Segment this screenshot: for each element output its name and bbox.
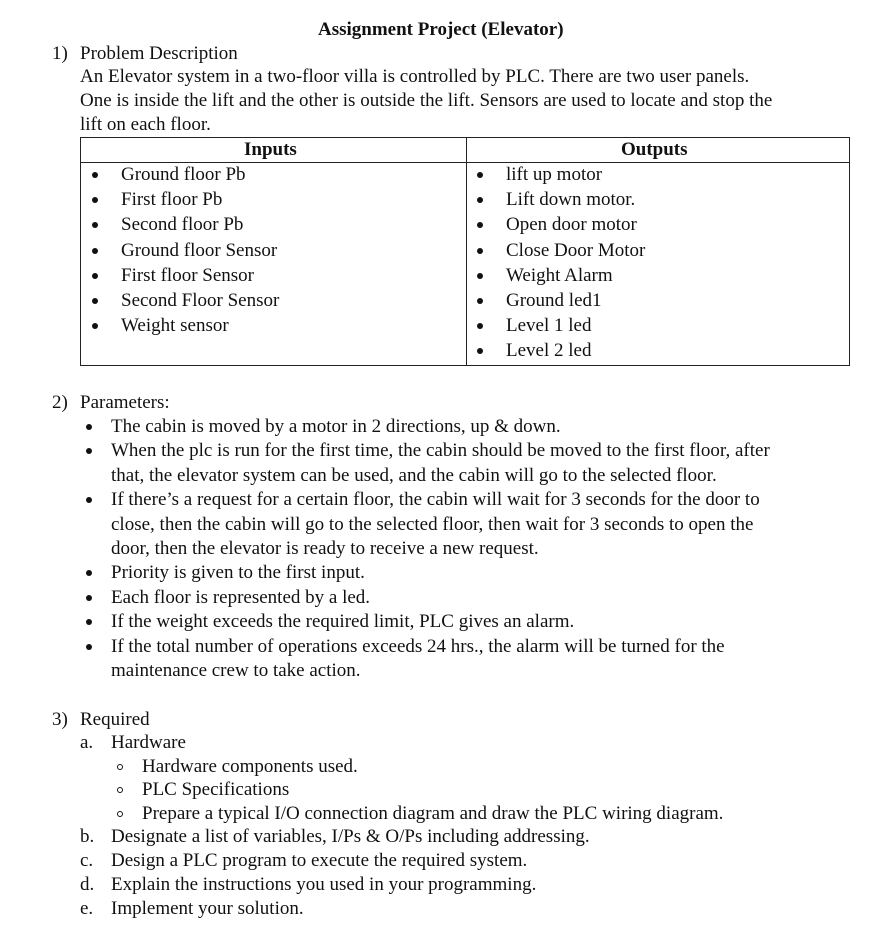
required-letter: e. [80, 898, 94, 920]
section-3-heading: Required [80, 709, 150, 730]
bullet-icon [86, 595, 92, 601]
section-3-number: 3) [52, 709, 68, 730]
problem-line-3: lift on each floor. [80, 114, 211, 135]
required-item: Explain the instructions you used in your programming. [111, 874, 537, 896]
output-item: Lift down motor. [506, 189, 636, 211]
bullet-icon [477, 298, 483, 304]
parameter-line: If the weight exceeds the required limit, PLC gives an alarm. [111, 611, 575, 633]
required-letter: c. [80, 850, 94, 871]
output-item: Level 1 led [506, 315, 592, 337]
parameter-line: If there’s a request for a certain floor, the cabin will wait for 3 seconds for the door to [111, 489, 760, 511]
parameter-line: Priority is given to the first input. [111, 562, 365, 584]
required-item: Designate a list of variables, I/Ps & O/Ps including addressing. [111, 825, 590, 847]
section-2-heading: Parameters: [80, 392, 170, 413]
parameter-line: maintenance crew to take action. [111, 660, 361, 681]
required-item: Design a PLC program to execute the required system. [111, 850, 528, 871]
parameter-line: door, then the elevator is ready to receive a new request. [111, 538, 539, 559]
parameter-line: If the total number of operations exceeds 24 hrs., the alarm will be turned for the [111, 635, 725, 657]
section-1-heading: Problem Description [80, 43, 238, 64]
output-item: lift up motor [506, 164, 603, 185]
bullet-icon [477, 172, 483, 178]
bullet-icon [477, 248, 483, 254]
hollow-bullet-icon [117, 811, 123, 817]
output-item: Weight Alarm [506, 264, 613, 286]
bullet-icon [92, 273, 98, 279]
input-item: Ground floor Sensor [121, 239, 278, 261]
outputs-header: Outputs [621, 139, 688, 160]
output-item: Ground led1 [506, 290, 602, 311]
parameter-line: The cabin is moved by a motor in 2 directions, up & down. [111, 416, 561, 437]
bullet-icon [86, 619, 92, 625]
parameter-line: close, then the cabin will go to the selected floor, then wait for 3 seconds to open the [111, 513, 754, 535]
required-letter: a. [80, 732, 94, 753]
problem-line-2: One is inside the lift and the other is outside the lift. Sensors are used to locate and stop the [80, 90, 773, 111]
hollow-bullet-icon [117, 787, 123, 793]
bullet-icon [92, 248, 98, 254]
required-item: Hardware [111, 732, 186, 753]
section-1-number: 1) [52, 43, 68, 64]
hollow-bullet-icon [117, 764, 123, 770]
input-item: Weight sensor [121, 315, 229, 337]
required-subitem: Hardware components used. [142, 756, 358, 778]
required-letter: b. [80, 825, 95, 847]
output-item: Open door motor [506, 214, 637, 236]
bullet-icon [86, 424, 92, 430]
parameter-line: that, the elevator system can be used, and the cabin will go to the selected floor. [111, 464, 717, 486]
input-item: Ground floor Pb [121, 164, 246, 185]
bullet-icon [86, 497, 92, 503]
table-column-divider [466, 138, 467, 365]
parameter-line: When the plc is run for the first time, the cabin should be moved to the first floor, after [111, 440, 770, 462]
parameter-line: Each floor is represented by a led. [111, 586, 371, 608]
bullet-icon [92, 172, 98, 178]
input-item: Second floor Pb [121, 214, 244, 236]
required-letter: d. [80, 874, 95, 896]
problem-line-1: An Elevator system in a two-floor villa is controlled by PLC. There are two user panels. [80, 66, 750, 87]
section-2-number: 2) [52, 392, 68, 413]
output-item: Level 2 led [506, 340, 592, 362]
input-item: Second Floor Sensor [121, 290, 280, 311]
bullet-icon [86, 448, 92, 454]
bullet-icon [86, 570, 92, 576]
input-item: First floor Pb [121, 189, 223, 211]
input-item: First floor Sensor [121, 264, 254, 286]
required-subitem: Prepare a typical I/O connection diagram and draw the PLC wiring diagram. [142, 802, 724, 824]
document-title: Assignment Project (Elevator) [318, 19, 564, 40]
bullet-icon [92, 298, 98, 304]
inputs-header: Inputs [244, 139, 297, 160]
bullet-icon [86, 644, 92, 650]
output-item: Close Door Motor [506, 239, 646, 261]
bullet-icon [477, 273, 483, 279]
required-subitem: PLC Specifications [142, 779, 290, 801]
required-item: Implement your solution. [111, 898, 304, 920]
